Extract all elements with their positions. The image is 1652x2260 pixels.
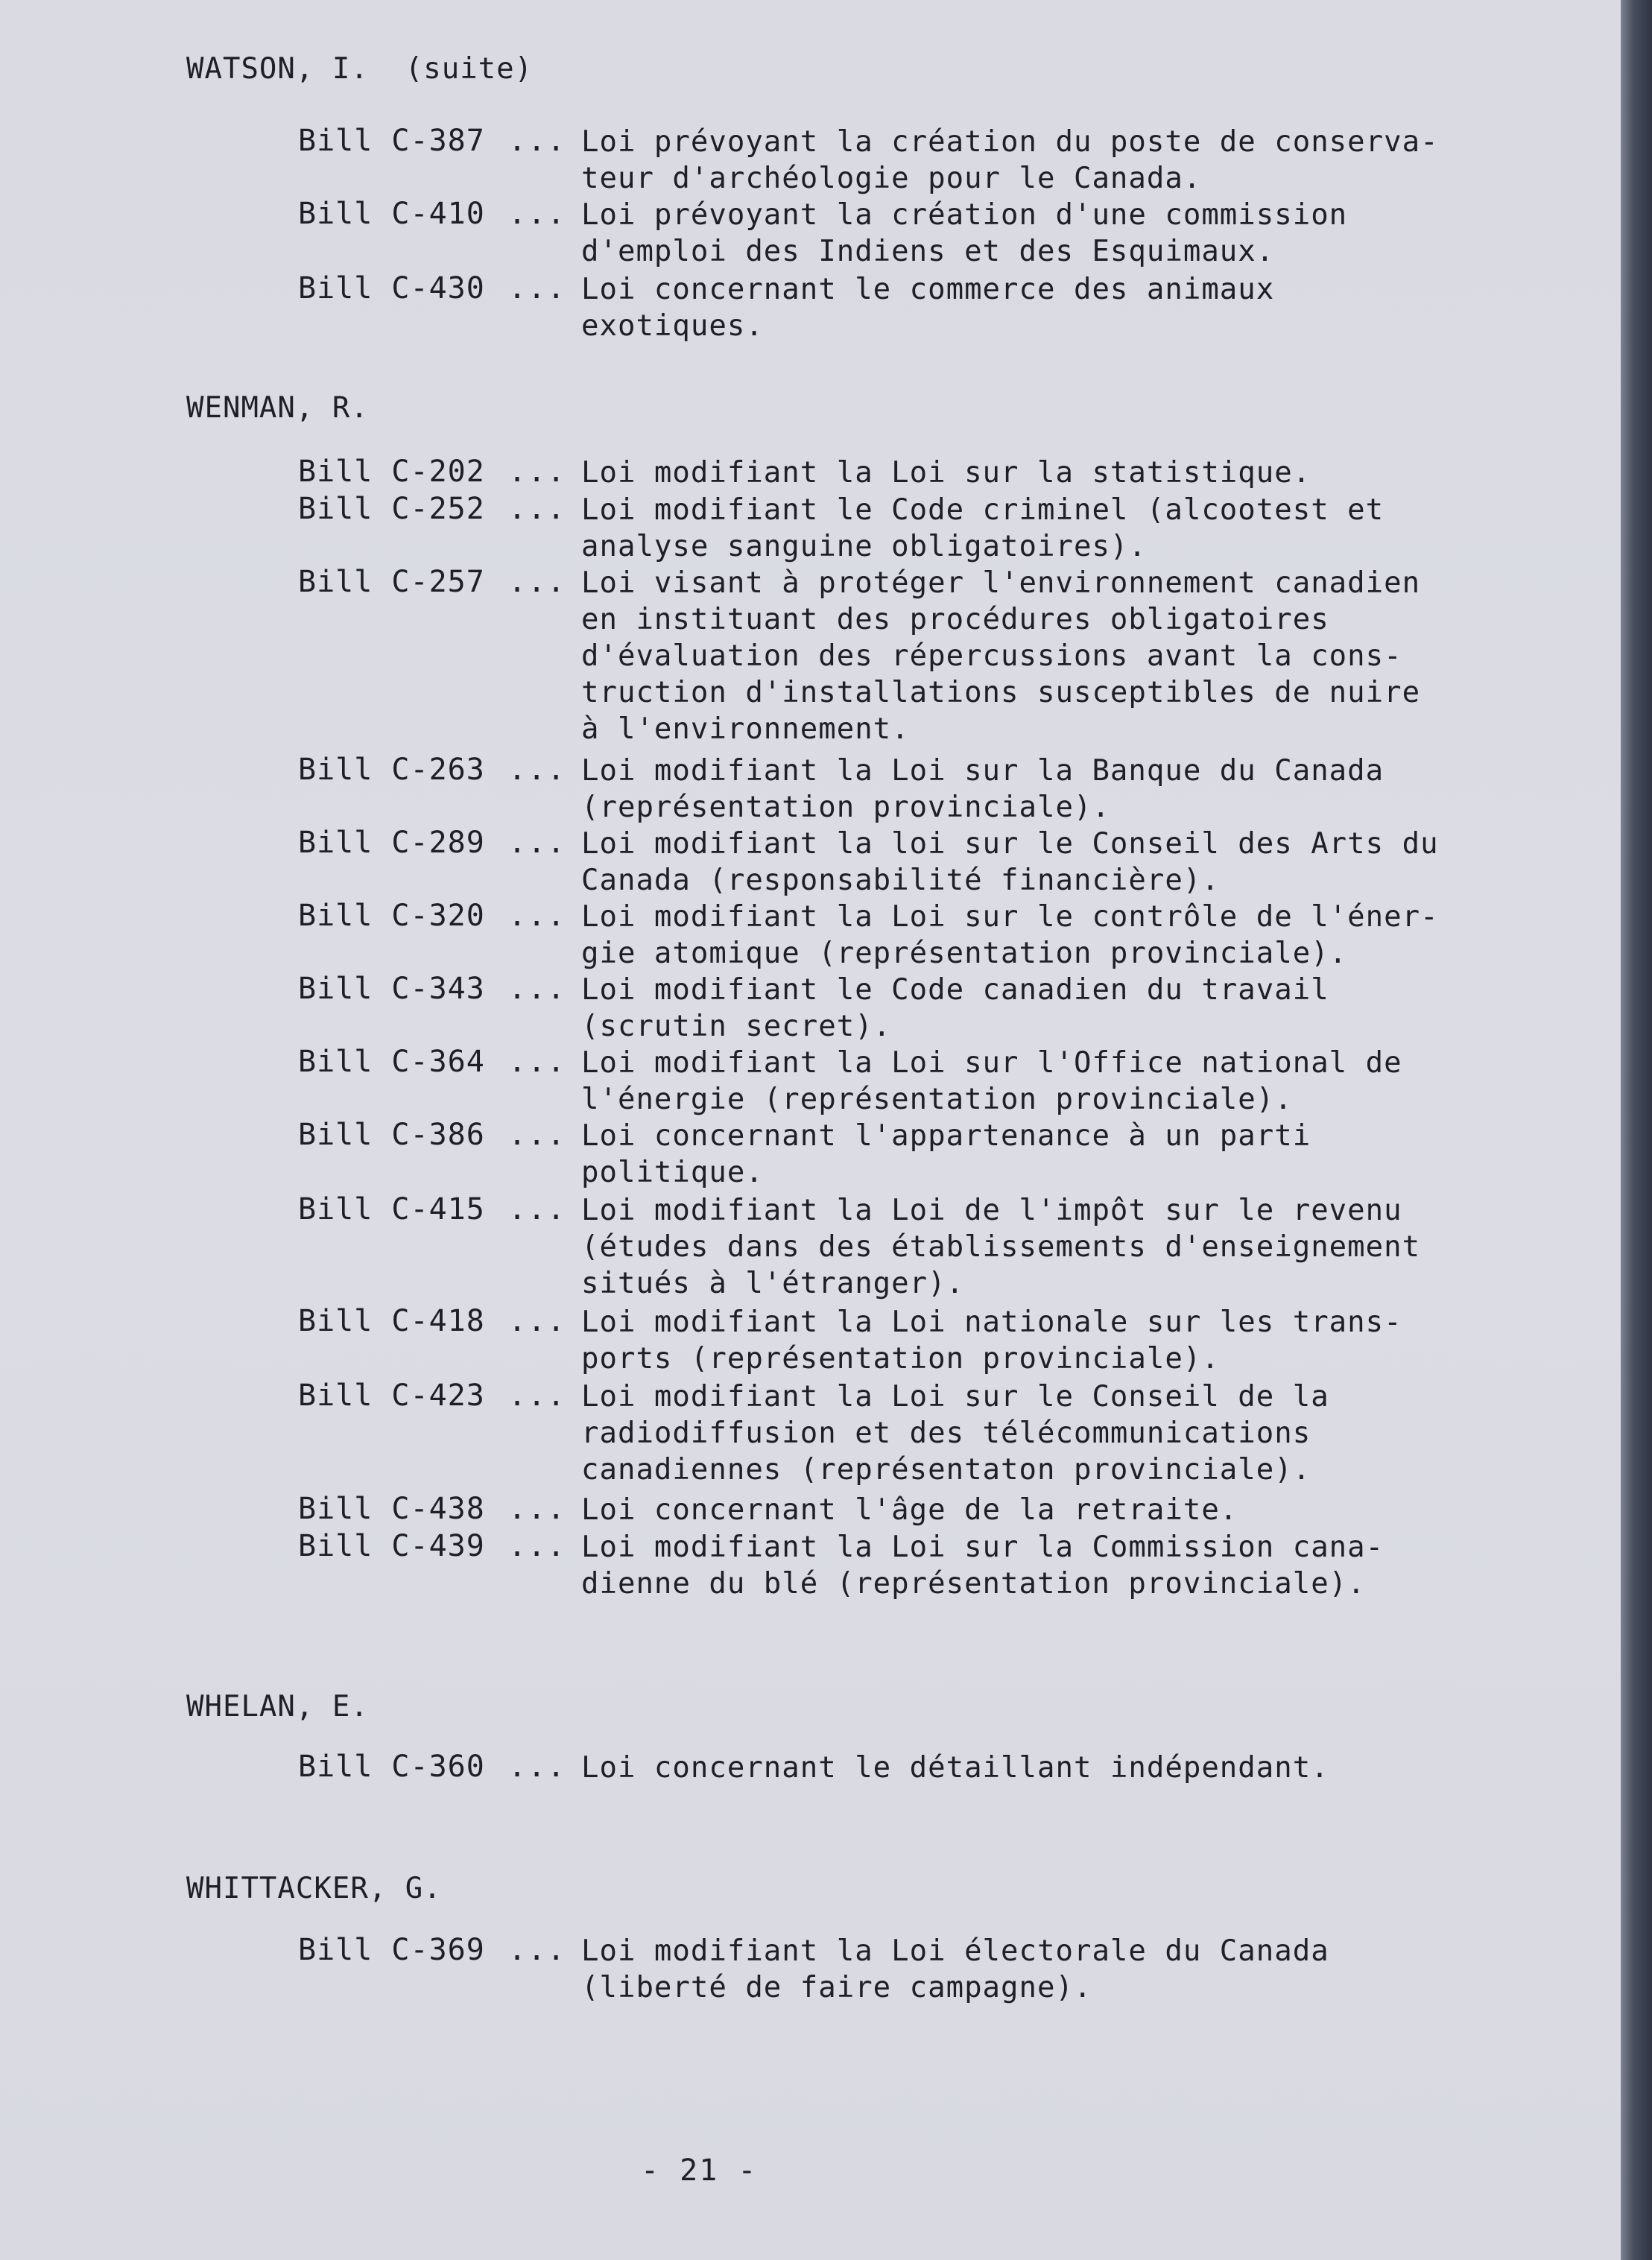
dot-leader: ... bbox=[508, 1118, 567, 1152]
description-line: Loi concernant l'appartenance à un parti bbox=[581, 1119, 1311, 1153]
description-line: Loi concernant le détaillant indépendant. bbox=[581, 1751, 1329, 1785]
description-line: d'emploi des Indiens et des Esquimaux. bbox=[581, 235, 1275, 268]
dot-leader: ... bbox=[508, 1529, 567, 1563]
description-line: Loi modifiant la Loi sur l'Office national de bbox=[581, 1046, 1402, 1080]
dot-leader: ... bbox=[508, 1192, 567, 1226]
page-edge bbox=[1621, 0, 1652, 2260]
description-line: en instituant des procédures obligatoires bbox=[581, 603, 1329, 636]
bill-description bbox=[581, 1304, 1505, 1377]
bill-description bbox=[581, 1933, 1505, 2006]
description-line: (liberté de faire campagne). bbox=[581, 1971, 1092, 2004]
bill-description bbox=[581, 899, 1505, 972]
bill-description bbox=[581, 826, 1505, 899]
bill-number: Bill C-202 bbox=[298, 455, 485, 489]
description-line: d'évaluation des répercussions avant la cons- bbox=[581, 639, 1402, 673]
dot-leader: ... bbox=[508, 753, 567, 787]
description-line: Loi modifiant la Loi sur la statistique. bbox=[581, 456, 1311, 490]
dot-leader: ... bbox=[508, 492, 567, 526]
description-line: Loi concernant le commerce des animaux bbox=[581, 273, 1275, 306]
description-line: dienne du blé (représentation provinciale). bbox=[581, 1567, 1366, 1601]
bill-description bbox=[581, 124, 1505, 197]
description-line: Loi modifiant la loi sur le Conseil des Arts du bbox=[581, 827, 1439, 861]
description-line: Loi modifiant la Loi nationale sur les trans- bbox=[581, 1305, 1402, 1339]
description-line: Loi prévoyant la création du poste de conserva- bbox=[581, 125, 1439, 159]
bill-number: Bill C-343 bbox=[298, 972, 485, 1006]
bill-description bbox=[581, 455, 1505, 491]
description-line: exotiques. bbox=[581, 309, 764, 343]
dot-leader: ... bbox=[508, 124, 567, 158]
page-number: - 21 - bbox=[641, 2153, 758, 2188]
dot-leader: ... bbox=[508, 1933, 567, 1967]
description-line: (études dans des établissements d'enseignement bbox=[581, 1230, 1421, 1264]
dot-leader: ... bbox=[508, 455, 567, 489]
description-line: Canada (responsabilité financière). bbox=[581, 864, 1220, 897]
member-heading: WHITTACKER, G. bbox=[186, 1872, 442, 1905]
bill-number: Bill C-386 bbox=[298, 1118, 485, 1152]
dot-leader: ... bbox=[508, 1492, 567, 1526]
dot-leader: ... bbox=[508, 197, 567, 231]
bill-number: Bill C-263 bbox=[298, 753, 485, 787]
bill-description bbox=[581, 1750, 1505, 1786]
description-line: l'énergie (représentation provinciale). bbox=[581, 1083, 1293, 1116]
bill-number: Bill C-423 bbox=[298, 1379, 485, 1413]
description-line: Loi modifiant la Loi sur le Conseil de la bbox=[581, 1380, 1329, 1414]
bill-description bbox=[581, 271, 1505, 344]
dot-leader: ... bbox=[508, 565, 567, 599]
description-line: Loi visant à protéger l'environnement canadien bbox=[581, 566, 1421, 600]
bill-description bbox=[581, 1492, 1505, 1528]
description-line: gie atomique (représentation provinciale). bbox=[581, 937, 1348, 970]
description-line: Loi modifiant le Code canadien du travail bbox=[581, 973, 1329, 1007]
bill-description bbox=[581, 1379, 1505, 1488]
bill-number: Bill C-387 bbox=[298, 124, 485, 158]
description-line: à l'environnement. bbox=[581, 712, 910, 746]
bill-description bbox=[581, 1192, 1505, 1302]
bill-description bbox=[581, 1118, 1505, 1191]
bill-number: Bill C-415 bbox=[298, 1192, 485, 1226]
description-line: canadiennes (représentaton provinciale). bbox=[581, 1453, 1311, 1487]
bill-number: Bill C-252 bbox=[298, 492, 485, 526]
dot-leader: ... bbox=[508, 271, 567, 306]
dot-leader: ... bbox=[508, 1045, 567, 1079]
bill-number: Bill C-439 bbox=[298, 1529, 485, 1563]
description-line: Loi concernant l'âge de la retraite. bbox=[581, 1493, 1238, 1527]
dot-leader: ... bbox=[508, 972, 567, 1006]
description-line: ports (représentation provinciale). bbox=[581, 1342, 1220, 1376]
bill-description bbox=[581, 492, 1505, 565]
description-line: Loi modifiant la Loi de l'impôt sur le revenu bbox=[581, 1194, 1402, 1227]
description-line: (scrutin secret). bbox=[581, 1010, 892, 1043]
bill-description bbox=[581, 565, 1505, 747]
bill-number: Bill C-364 bbox=[298, 1045, 485, 1079]
description-line: politique. bbox=[581, 1156, 764, 1189]
bill-number: Bill C-410 bbox=[298, 197, 485, 231]
description-line: Loi modifiant la Loi sur la Commission cana- bbox=[581, 1531, 1384, 1564]
bill-description bbox=[581, 1529, 1505, 1602]
bill-number: Bill C-430 bbox=[298, 271, 485, 306]
description-line: truction d'installations susceptibles de nuire bbox=[581, 676, 1421, 709]
description-line: Loi modifiant la Loi sur le contrôle de l'éner- bbox=[581, 900, 1439, 934]
bill-number: Bill C-369 bbox=[298, 1933, 485, 1967]
bill-description bbox=[581, 1045, 1505, 1118]
bill-number: Bill C-360 bbox=[298, 1750, 485, 1784]
bill-number: Bill C-438 bbox=[298, 1492, 485, 1526]
description-line: analyse sanguine obligatoires). bbox=[581, 530, 1147, 563]
dot-leader: ... bbox=[508, 826, 567, 860]
bill-description bbox=[581, 972, 1505, 1045]
description-line: teur d'archéologie pour le Canada. bbox=[581, 162, 1202, 195]
description-line: Loi modifiant la Loi électorale du Canada bbox=[581, 1934, 1329, 1968]
description-line: Loi prévoyant la création d'une commission bbox=[581, 198, 1348, 232]
dot-leader: ... bbox=[508, 899, 567, 933]
bill-number: Bill C-418 bbox=[298, 1304, 485, 1338]
dot-leader: ... bbox=[508, 1304, 567, 1338]
description-line: radiodiffusion et des télécommunications bbox=[581, 1417, 1311, 1450]
bill-description bbox=[581, 197, 1505, 270]
bill-number: Bill C-320 bbox=[298, 899, 485, 933]
description-line: Loi modifiant le Code criminel (alcootest et bbox=[581, 493, 1384, 527]
bill-description bbox=[581, 753, 1505, 826]
member-heading: WENMAN, R. bbox=[186, 391, 369, 425]
description-line: situés à l'étranger). bbox=[581, 1267, 965, 1300]
bill-number: Bill C-257 bbox=[298, 565, 485, 599]
description-line: Loi modifiant la Loi sur la Banque du Canada bbox=[581, 754, 1384, 788]
dot-leader: ... bbox=[508, 1379, 567, 1413]
member-heading: WHELAN, E. bbox=[186, 1690, 369, 1724]
dot-leader: ... bbox=[508, 1750, 567, 1784]
bill-number: Bill C-289 bbox=[298, 826, 485, 860]
member-heading: WATSON, I. (suite) bbox=[186, 52, 534, 86]
description-line: (représentation provinciale). bbox=[581, 791, 1110, 824]
